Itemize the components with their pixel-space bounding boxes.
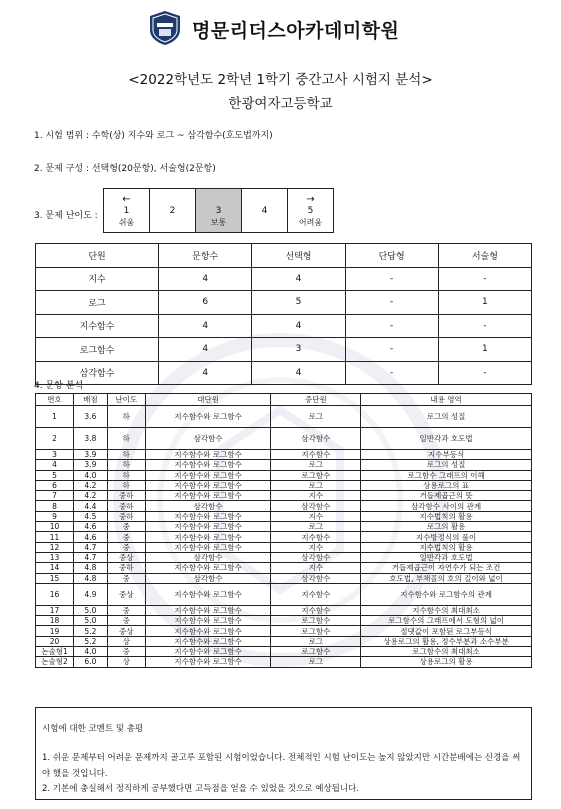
difficulty-caption: 쉬움	[118, 217, 135, 227]
item-cell: 4.6	[73, 522, 107, 532]
item-cell: 10	[36, 522, 74, 532]
item-row	[36, 406, 532, 428]
item-cell: 지수	[271, 542, 361, 552]
item-cell: 7	[36, 491, 74, 501]
difficulty-label: 3. 문제 난이도 :	[34, 211, 98, 221]
item-cell: 로그의 성질	[361, 406, 532, 428]
item-cell: 중하	[107, 511, 145, 521]
item-cell: 상	[107, 636, 145, 646]
summary-cell: -	[345, 314, 438, 338]
item-cell: 삼각함수	[271, 573, 361, 583]
item-header-cell: 내용 영역	[361, 394, 532, 406]
item-cell: 5	[36, 470, 74, 480]
comment-box	[35, 707, 532, 800]
item-cell: 19	[36, 626, 74, 636]
item-cell: 거듭제곱근의 뜻	[361, 491, 532, 501]
item-cell: 로그함수 그래프의 이해	[361, 470, 532, 480]
item-cell: 15	[36, 573, 74, 583]
item-cell: 5.0	[73, 616, 107, 626]
item-row	[36, 480, 532, 490]
item-cell: 지수방정식의 풀이	[361, 532, 532, 542]
summary-cell: 4	[252, 314, 345, 338]
item-row	[36, 616, 532, 626]
item-cell: 지수함수의 최대최소	[361, 605, 532, 615]
summary-cell: 4	[159, 361, 252, 385]
item-cell: 18	[36, 616, 74, 626]
item-cell: 4.0	[73, 470, 107, 480]
analysis-label: 4. 문항 분석	[34, 381, 84, 391]
item-cell: 중	[107, 542, 145, 552]
item-row	[36, 605, 532, 615]
item-cell: 4.5	[73, 511, 107, 521]
school-name: 한광여자고등학교	[228, 96, 333, 112]
item-cell: 4.8	[73, 573, 107, 583]
item-row	[36, 428, 532, 450]
header	[0, 8, 561, 52]
summary-cell: -	[345, 361, 438, 385]
item-row	[36, 511, 532, 521]
summary-row	[36, 291, 532, 315]
item-cell: 절댓값이 포함된 로그부등식	[361, 626, 532, 636]
item-row	[36, 626, 532, 636]
difficulty-cell-5	[288, 189, 334, 233]
item-cell: 9	[36, 511, 74, 521]
item-cell: 3	[36, 450, 74, 460]
item-cell: 16	[36, 583, 74, 605]
item-cell: 지수함수와 로그함수	[145, 511, 271, 521]
item-cell: 4.4	[73, 501, 107, 511]
difficulty-cell-4	[242, 189, 288, 233]
item-cell: 로그	[271, 460, 361, 470]
difficulty-scale	[103, 188, 334, 233]
summary-header-cell: 선택형	[252, 244, 345, 268]
arrow-icon: ←	[122, 193, 131, 205]
item-cell: 논술형1	[36, 647, 74, 657]
item-cell: 삼각함수	[271, 428, 361, 450]
item-cell: 하	[107, 460, 145, 470]
item-cell: 중	[107, 573, 145, 583]
item-cell: 6	[36, 480, 74, 490]
item-cell: 지수함수와 로그함수	[145, 636, 271, 646]
exam-scope: 1. 시험 범위 : 수학(상) 지수와 로그 ~ 삼각함수(호도법까지)	[34, 131, 273, 141]
item-cell: 삼각함수	[145, 573, 271, 583]
item-cell: 지수함수와 로그함수	[145, 450, 271, 460]
item-cell: 지수함수	[271, 605, 361, 615]
summary-cell: -	[345, 267, 438, 291]
item-cell: 4.7	[73, 542, 107, 552]
summary-table	[35, 243, 532, 385]
item-cell: 지수함수	[271, 450, 361, 460]
difficulty-caption	[242, 217, 287, 228]
summary-cell: 3	[252, 338, 345, 362]
item-cell: 중상	[107, 626, 145, 636]
item-analysis-table	[35, 393, 532, 668]
item-cell: 상용로그의 활용, 정수부분과 소수부분	[361, 636, 532, 646]
summary-cell: 5	[252, 291, 345, 315]
item-cell: 중상	[107, 552, 145, 562]
item-header-cell: 대단원	[145, 394, 271, 406]
summary-header-cell: 서술형	[438, 244, 531, 268]
item-cell: 상용로그의 활용	[361, 657, 532, 667]
item-cell: 지수부등식	[361, 450, 532, 460]
summary-cell: 6	[159, 291, 252, 315]
summary-cell: 로그함수	[36, 338, 159, 362]
item-cell: 5.2	[73, 626, 107, 636]
item-cell: 4.2	[73, 491, 107, 501]
item-cell: 중	[107, 522, 145, 532]
item-row	[36, 647, 532, 657]
item-cell: 하	[107, 470, 145, 480]
item-cell: 지수함수와 로그함수	[145, 563, 271, 573]
item-cell: 4.6	[73, 532, 107, 542]
item-cell: 하	[107, 450, 145, 460]
item-cell: 지수함수와 로그함수의 관계	[361, 583, 532, 605]
difficulty-number: 3	[215, 205, 222, 216]
item-row	[36, 522, 532, 532]
academy-logo-icon	[148, 10, 182, 46]
item-cell: 지수함수와 로그함수	[145, 522, 271, 532]
item-cell: 로그	[271, 657, 361, 667]
item-cell: 지수함수와 로그함수	[145, 470, 271, 480]
item-header-cell: 중단원	[271, 394, 361, 406]
item-cell: 중하	[107, 491, 145, 501]
item-cell: 로그의 활용	[361, 522, 532, 532]
summary-cell: 4	[159, 338, 252, 362]
item-cell: 논술형2	[36, 657, 74, 667]
item-row	[36, 583, 532, 605]
comment-line-2: 2. 기본에 충실해서 정직하게 공부했다면 고득점을 얻을 수 있었을 것으로 예상됩니다.	[42, 784, 360, 794]
item-row	[36, 470, 532, 480]
item-cell: 13	[36, 552, 74, 562]
item-row	[36, 636, 532, 646]
item-cell: 로그	[271, 636, 361, 646]
item-row	[36, 532, 532, 542]
item-cell: 2	[36, 428, 74, 450]
item-cell: 11	[36, 532, 74, 542]
item-cell: 로그함수	[271, 626, 361, 636]
item-cell: 5.2	[73, 636, 107, 646]
arrow-icon: →	[306, 193, 315, 205]
item-cell: 로그	[271, 406, 361, 428]
item-cell: 지수	[271, 511, 361, 521]
summary-cell: 1	[438, 291, 531, 315]
item-row	[36, 657, 532, 667]
item-cell: 지수	[271, 563, 361, 573]
item-cell: 4.8	[73, 563, 107, 573]
item-cell: 6.0	[73, 657, 107, 667]
item-cell: 지수	[271, 491, 361, 501]
difficulty-number: 2	[169, 205, 176, 216]
item-cell: 하	[107, 428, 145, 450]
item-cell: 로그함수	[271, 647, 361, 657]
item-cell: 중	[107, 647, 145, 657]
item-cell: 지수함수와 로그함수	[145, 480, 271, 490]
item-cell: 일반각과 호도법	[361, 552, 532, 562]
summary-cell: -	[345, 291, 438, 315]
summary-cell: -	[438, 314, 531, 338]
summary-cell: -	[438, 361, 531, 385]
item-cell: 5.0	[73, 605, 107, 615]
item-row	[36, 460, 532, 470]
summary-cell: 4	[252, 361, 345, 385]
item-cell: 로그함수	[271, 616, 361, 626]
difficulty-cell-3	[196, 189, 242, 233]
academy-name: 명문리더스아카데미학원	[192, 20, 400, 42]
item-cell: 거듭제곱근이 자연수가 되는 조건	[361, 563, 532, 573]
item-header-cell: 배점	[73, 394, 107, 406]
item-cell: 지수함수와 로그함수	[145, 583, 271, 605]
item-cell: 삼각함수	[145, 428, 271, 450]
summary-header-cell: 문항수	[159, 244, 252, 268]
item-cell: 중	[107, 532, 145, 542]
item-cell: 로그	[271, 480, 361, 490]
difficulty-number: 1	[123, 205, 130, 216]
difficulty-caption	[150, 217, 195, 228]
difficulty-number: 4	[261, 205, 268, 216]
summary-header-cell: 단원	[36, 244, 159, 268]
item-cell: 로그함수의 최대최소	[361, 647, 532, 657]
summary-cell: -	[438, 267, 531, 291]
item-cell: 3.9	[73, 450, 107, 460]
summary-cell: 4	[159, 267, 252, 291]
exam-title: <2022학년도 2학년 1학기 중간고사 시험지 분석>	[128, 72, 433, 88]
summary-cell: 4	[252, 267, 345, 291]
arrow-icon	[150, 194, 195, 205]
item-cell: 지수함수와 로그함수	[145, 647, 271, 657]
item-cell: 상	[107, 657, 145, 667]
item-cell: 지수함수와 로그함수	[145, 605, 271, 615]
difficulty-caption: 보통	[210, 217, 227, 227]
summary-row	[36, 314, 532, 338]
item-cell: 4.7	[73, 552, 107, 562]
item-cell: 로그함수	[271, 470, 361, 480]
summary-cell: 4	[159, 314, 252, 338]
item-cell: 상용로그의 표	[361, 480, 532, 490]
item-cell: 호도법, 부채꼴의 호의 길이와 넓이	[361, 573, 532, 583]
item-header-cell: 난이도	[107, 394, 145, 406]
comment-title: 시험에 대한 코멘트 및 총평	[42, 724, 144, 734]
item-cell: 4.9	[73, 583, 107, 605]
item-row	[36, 501, 532, 511]
item-cell: 4.0	[73, 647, 107, 657]
difficulty-caption: 어려움	[298, 217, 323, 227]
item-cell: 일반각과 호도법	[361, 428, 532, 450]
item-cell: 4	[36, 460, 74, 470]
summary-header-cell: 단답형	[345, 244, 438, 268]
item-cell: 삼각함수	[271, 552, 361, 562]
comment-line-1: 1. 쉬운 문제부터 어려운 문제까지 골고루 포함된 시험이었습니다. 전체적인 시험 난이도는 높지 않았지만 시간분배에는 신경을 써야 했을 것입니다.	[42, 753, 521, 779]
item-cell: 14	[36, 563, 74, 573]
item-cell: 하	[107, 480, 145, 490]
summary-cell: 로그	[36, 291, 159, 315]
item-row	[36, 563, 532, 573]
item-cell: 지수함수와 로그함수	[145, 626, 271, 636]
arrow-icon	[242, 194, 287, 205]
item-cell: 지수법칙의 활용	[361, 511, 532, 521]
item-row	[36, 491, 532, 501]
summary-row	[36, 267, 532, 291]
item-cell: 3.6	[73, 406, 107, 428]
summary-cell: 1	[438, 338, 531, 362]
item-cell: 지수함수	[271, 583, 361, 605]
item-cell: 지수함수와 로그함수	[145, 616, 271, 626]
exam-composition: 2. 문제 구성 : 선택형(20문항), 서술형(2문항)	[34, 164, 216, 174]
summary-cell: 삼각함수	[36, 361, 159, 385]
summary-cell: 지수	[36, 267, 159, 291]
difficulty-number: 5	[307, 205, 314, 216]
summary-row	[36, 338, 532, 362]
arrow-icon	[196, 194, 241, 205]
item-cell: 17	[36, 605, 74, 615]
summary-row	[36, 361, 532, 385]
summary-cell: -	[345, 338, 438, 362]
item-cell: 중	[107, 605, 145, 615]
item-row	[36, 450, 532, 460]
item-cell: 8	[36, 501, 74, 511]
item-cell: 지수함수와 로그함수	[145, 657, 271, 667]
item-cell: 하	[107, 406, 145, 428]
item-cell: 삼각함수	[271, 501, 361, 511]
item-cell: 중	[107, 616, 145, 626]
item-cell: 삼각함수	[145, 552, 271, 562]
item-row	[36, 573, 532, 583]
item-cell: 12	[36, 542, 74, 552]
item-cell: 중하	[107, 563, 145, 573]
item-row	[36, 542, 532, 552]
item-cell: 지수함수와 로그함수	[145, 406, 271, 428]
item-cell: 중하	[107, 501, 145, 511]
item-cell: 3.9	[73, 460, 107, 470]
item-cell: 3.8	[73, 428, 107, 450]
item-header-cell: 번호	[36, 394, 74, 406]
item-cell: 1	[36, 406, 74, 428]
item-cell: 20	[36, 636, 74, 646]
item-cell: 지수함수와 로그함수	[145, 532, 271, 542]
item-cell: 4.2	[73, 480, 107, 490]
summary-cell: 지수함수	[36, 314, 159, 338]
difficulty-cell-1	[104, 189, 150, 233]
item-cell: 지수함수	[271, 532, 361, 542]
item-cell: 로그함수의 그래프에서 도형의 넓이	[361, 616, 532, 626]
item-cell: 삼각함수	[145, 501, 271, 511]
item-cell: 삼각함수 사이의 관계	[361, 501, 532, 511]
item-cell: 지수함수와 로그함수	[145, 491, 271, 501]
item-cell: 중상	[107, 583, 145, 605]
item-cell: 지수법칙의 활용	[361, 542, 532, 552]
item-cell: 로그	[271, 522, 361, 532]
difficulty-cell-2	[150, 189, 196, 233]
item-row	[36, 552, 532, 562]
item-cell: 지수함수와 로그함수	[145, 460, 271, 470]
item-cell: 지수함수와 로그함수	[145, 542, 271, 552]
item-cell: 로그의 성질	[361, 460, 532, 470]
